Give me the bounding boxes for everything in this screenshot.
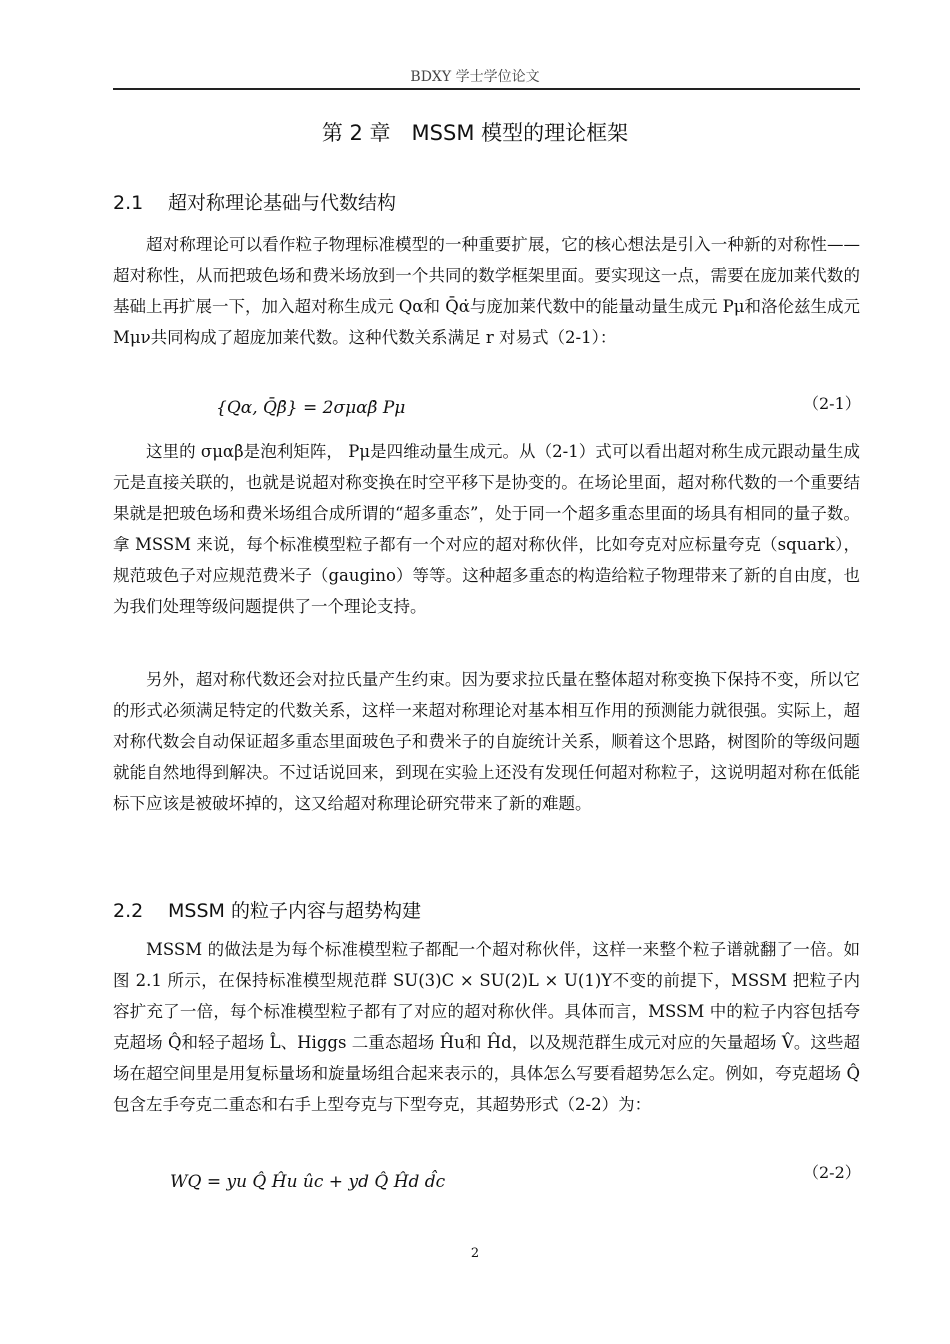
- section-title: MSSM 的粒子内容与超势构建: [168, 900, 421, 922]
- equation-label: （2-2）: [803, 1163, 861, 1182]
- page-number: 2: [470, 1246, 480, 1261]
- paragraph: MSSM 的做法是为每个标准模型粒子都配一个超对称伙伴，这样一来整个粒子谱就翻了一倍。如图 2.1 所示，在保持标准模型规范群 SU(3)C × SU(2)L × U(1)Y不变的前提下，MSSM 把粒子内容扩充了一倍，每个标准模型粒子都有了对应的超对称伙伴。具体而言，MSSM 中的粒子内容包括夸克超场 Q̂和轻子超场 L̂、Higgs 二重态超场 Ĥu和 Ĥd，以及规范群生成元对应的矢量超场 V̂。这些超场在超空间里是用复标量场和旋量场组合起来表示的，具体怎么写要看超势怎么定。例如，夸克超场 Q̂包含左手夸克二重态和右手上型夸克与下型夸克，其超势形式（2-2）为：: [113, 940, 860, 1114]
- section-heading-2-2: [113, 896, 421, 923]
- section-heading-2-1: [113, 188, 396, 215]
- section-title: 超对称理论基础与代数结构: [168, 192, 397, 214]
- paragraph: 这里的 σμαβ̇是泡利矩阵， Pμ是四维动量生成元。从（2-1）式可以看出超对称生成元跟动量生成元是直接关联的，也就是说超对称变换在时空平移下是协变的。在场论里面，超对称代数的一个重要结果就是把玻色场和费米场组合成所谓的“超多重态”，处于同一个超多重态里面的场具有相同的量子数。拿 MSSM 来说，每个标准模型粒子都有一个对应的超对称伙伴，比如夸克对应标量夸克（squark），规范玻色子对应规范费米子（gaugino）等等。这种超多重态的构造给粒子物理带来了新的自由度，也为我们处理等级问题提供了一个理论支持。: [113, 442, 860, 616]
- equation-2-2: WQ = yu Q̂ Ĥu ûc + yd Q̂ Ĥd d̂c: [170, 1172, 446, 1192]
- paragraph: 另外，超对称代数还会对拉氏量产生约束。因为要求拉氏量在整体超对称变换下保持不变，所以它的形式必须满足特定的代数关系，这样一来超对称理论对基本相互作用的预测能力就很强。实际上，超对称代数会自动保证超多重态里面玻色子和费米子的自旋统计关系，顺着这个思路，树图阶的等级问题就能自然地得到解决。不过话说回来，到现在实验上还没有发现任何超对称粒子，这说明超对称在低能标下应该是被破坏掉的，这又给超对称理论研究带来了新的难题。: [113, 670, 860, 813]
- header-divider: [113, 88, 860, 90]
- header-title: BDXY 学士学位论文: [410, 69, 540, 85]
- equation-label: （2-1）: [803, 394, 861, 413]
- chapter-title: 第 2 章 MSSM 模型的理论框架: [321, 121, 629, 145]
- paragraph: 超对称理论可以看作粒子物理标准模型的一种重要扩展，它的核心想法是引入一种新的对称性——超对称性，从而把玻色场和费米场放到一个共同的数学框架里面。要实现这一点，需要在庞加莱代数的基础上再扩展一下，加入超对称生成元 Qα和 Q̄α̇与庞加莱代数中的能量动量生成元 Pμ和洛伦兹生成元 Mμν共同构成了超庞加莱代数。这种代数关系满足 r 对易式（2-1）：: [113, 235, 860, 347]
- section-number: 2.1: [113, 192, 144, 214]
- equation-2-1: {Qα, Q̄β̇} = 2σμαβ̇ Pμ: [216, 398, 406, 418]
- section-number: 2.2: [113, 900, 144, 922]
